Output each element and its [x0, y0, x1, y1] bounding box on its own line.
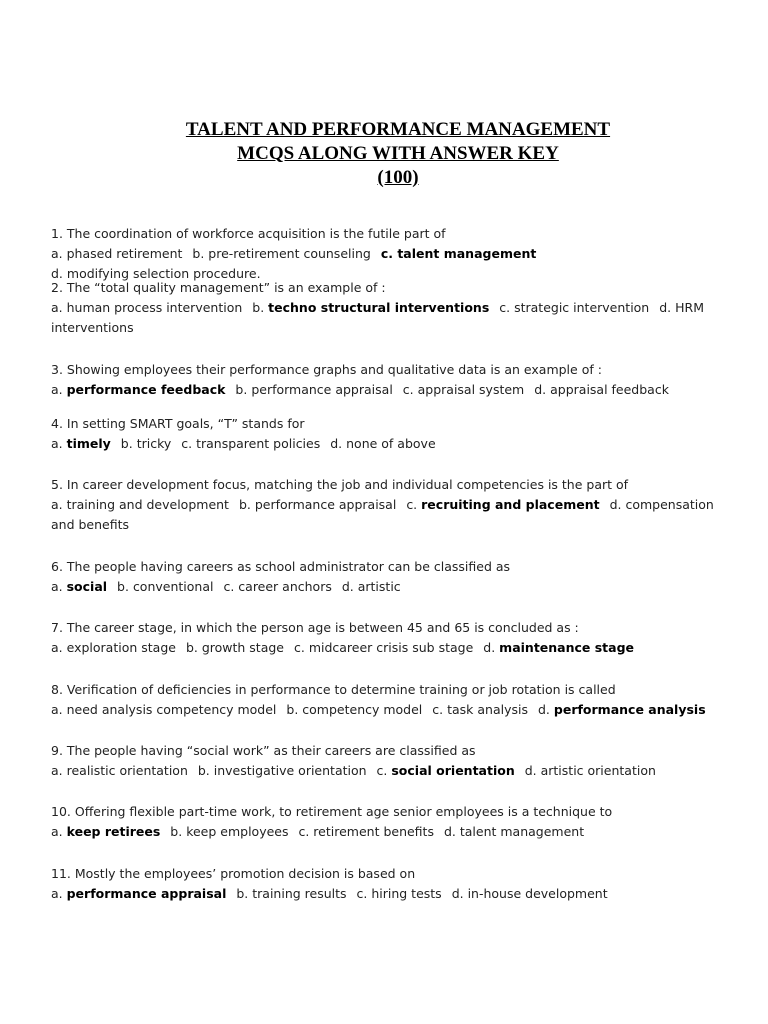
question-6 [51, 557, 741, 597]
option-b-correct: b. techno structural interventions [252, 300, 490, 315]
option-a: a. human process intervention [51, 300, 243, 315]
option-a: a. realistic orientation [51, 763, 188, 778]
title-line-1: TALENT AND PERFORMANCE MANAGEMENT [185, 119, 611, 140]
option-d: d. artistic orientation [524, 763, 656, 778]
option-d: d. artistic [341, 579, 401, 594]
option-b: b. investigative orientation [197, 763, 367, 778]
option-d: d. none of above [330, 436, 436, 451]
question-2 [51, 278, 741, 338]
answer-options [51, 638, 741, 658]
option-a-correct: a. performance appraisal [51, 886, 227, 901]
option-d: d. in-house development [451, 886, 608, 901]
option-c: c. career anchors [223, 579, 332, 594]
question-4 [51, 414, 741, 454]
question-10 [51, 802, 741, 842]
option-a: a. training and development [51, 497, 229, 512]
option-a: a. phased retirement [51, 246, 183, 261]
question-text: 11. Mostly the employees’ promotion decision is based on [51, 866, 416, 881]
answer-options [51, 380, 741, 400]
question-8 [51, 680, 741, 720]
option-a-correct: a. performance feedback [51, 382, 226, 397]
question-text: 7. The career stage, in which the person age is between 45 and 65 is concluded as : [51, 620, 579, 635]
question-5 [51, 475, 741, 535]
option-d-correct: d. performance analysis [538, 702, 706, 717]
option-b: b. keep employees [170, 824, 289, 839]
option-b: b. performance appraisal [235, 382, 393, 397]
option-c: c. strategic intervention [499, 300, 650, 315]
option-c: c. retirement benefits [298, 824, 434, 839]
question-9 [51, 741, 741, 781]
option-d-correct: d. maintenance stage [483, 640, 635, 655]
option-a: a. need analysis competency model [51, 702, 277, 717]
question-text: 5. In career development focus, matching the job and individual competencies is the part of [51, 477, 629, 492]
question-text: 4. In setting SMART goals, “T” stands for [51, 416, 305, 431]
answer-options [51, 884, 741, 904]
answer-options [51, 700, 741, 720]
question-3 [51, 360, 741, 400]
title-line-3: (100) [377, 167, 419, 188]
option-a-correct: a. timely [51, 436, 111, 451]
answer-options [51, 761, 741, 781]
answer-options [51, 298, 741, 338]
option-d: d. talent management [443, 824, 585, 839]
option-b: b. tricky [120, 436, 172, 451]
question-text: 8. Verification of deficiencies in performance to determine training or job rotation is called [51, 682, 616, 697]
option-c-correct: c. social orientation [376, 763, 515, 778]
option-c: c. midcareer crisis sub stage [293, 640, 474, 655]
option-c-correct: c. recruiting and placement [406, 497, 600, 512]
option-c-correct: c. talent management [380, 246, 537, 261]
question-text: 10. Offering flexible part-time work, to retirement age senior employees is a technique to [51, 804, 613, 819]
answer-options [51, 822, 741, 842]
option-d: d. modifying selection procedure. [51, 266, 261, 281]
question-text: 3. Showing employees their performance graphs and qualitative data is an example of : [51, 362, 602, 377]
option-d: d. appraisal feedback [534, 382, 669, 397]
question-text: 6. The people having careers as school administrator can be classified as [51, 559, 511, 574]
question-11 [51, 864, 741, 904]
option-b: b. training results [236, 886, 347, 901]
option-c: c. appraisal system [402, 382, 525, 397]
question-text: 1. The coordination of workforce acquisition is the futile part of [51, 226, 446, 241]
question-text: 9. The people having “social work” as their careers are classified as [51, 743, 476, 758]
option-b: b. performance appraisal [238, 497, 397, 512]
option-b: b. pre-retirement counseling [192, 246, 371, 261]
option-b: b. conventional [117, 579, 214, 594]
option-a-correct: a. keep retirees [51, 824, 161, 839]
option-a-correct: a. social [51, 579, 108, 594]
answer-options [51, 495, 741, 535]
answer-options [51, 434, 741, 454]
option-b: b. competency model [286, 702, 423, 717]
option-c: c. task analysis [432, 702, 529, 717]
question-7 [51, 618, 741, 658]
question-text: 2. The “total quality management” is an example of : [51, 280, 386, 295]
option-c: c. hiring tests [356, 886, 442, 901]
option-d: d. HRM interventions [51, 300, 704, 335]
option-d: d. compensation and benefits [51, 497, 714, 532]
option-c: c. transparent policies [181, 436, 321, 451]
document-title [0, 118, 768, 190]
question-1 [51, 224, 741, 284]
option-a: a. exploration stage [51, 640, 176, 655]
answer-options [51, 577, 741, 597]
option-b: b. growth stage [185, 640, 284, 655]
title-line-2: MCQS ALONG WITH ANSWER KEY [237, 143, 559, 164]
